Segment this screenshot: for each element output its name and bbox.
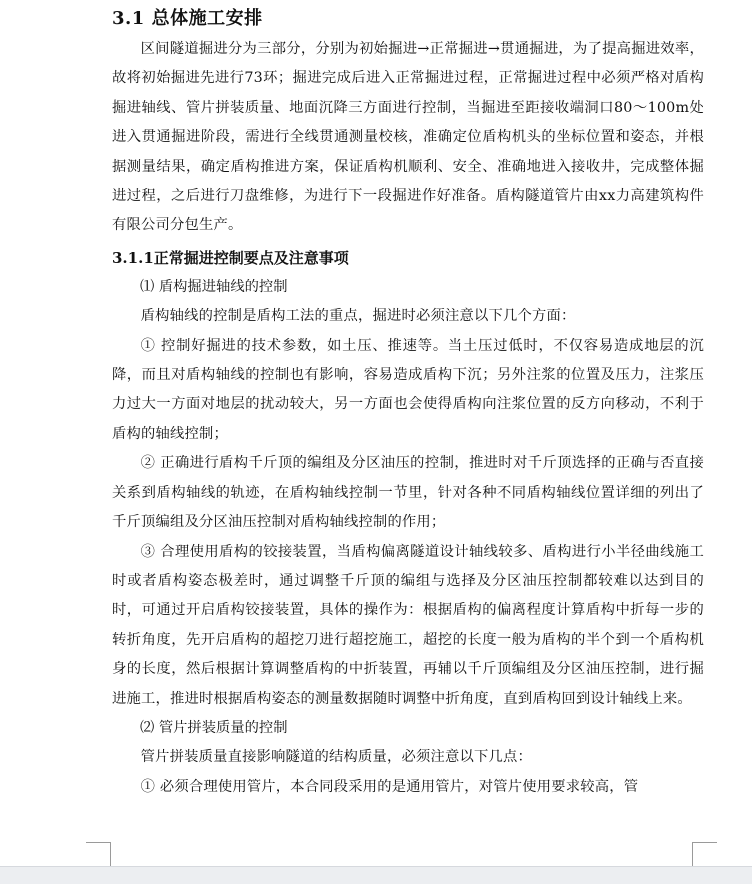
page-gap-strip	[0, 866, 752, 884]
section-heading: 3.1 总体施工安排	[112, 8, 263, 29]
document-body	[112, 6, 704, 802]
item2-point1: ① 必须合理使用管片，本合同段采用的是通用管片，对管片使用要求较高，管	[140, 778, 639, 795]
intro-paragraph: 区间隧道掘进分为三部分，分别为初始掘进→正常掘进→贯通掘进，为了提高掘进效率，故将初始掘进先进行73环；掘进完成后进入正常掘进过程，正常掘进过程中必须严格对盾构掘进轴线、管片拼装质量、地面沉降三方面进行控制，当掘进至距接收端洞口80～100m处进入贯通掘进阶段，需进行全线贯通测量校核，准确定位盾构机头的坐标位置和姿态，并根据测量结果，确定盾构推进方案，保证盾构机顺利、安全、准确地进入接收井，完成整体掘进过程，之后进行刀盘维修，为进行下一段掘进作好准备。盾构隧道管片由xx力高建筑构件有限公司分包生产。	[112, 41, 704, 234]
page-corner-mark-left	[86, 842, 111, 867]
subsection-heading: 3.1.1正常掘进控制要点及注意事项	[112, 248, 349, 267]
page-corner-mark-right	[692, 842, 717, 867]
item1-point3: ③ 合理使用盾构的铰接装置，当盾构偏离隧道设计轴线较多、盾构进行小半径曲线施工时或者盾构姿态极差时，通过调整千斤顶的编组与选择及分区油压控制都较难以达到目的时，可通过开启盾构铰接装置，具体的操作为：根据盾构的偏离程度计算盾构中折每一步的转折角度，先开启盾构的超挖刀进行超挖施工，超挖的长度一般为盾构的半个到一个盾构机身的长度，然后根据计算调整盾构的中折装置，再辅以千斤顶编组及分区油压控制，进行掘进施工，推进时根据盾构姿态的测量数据随时调整中折角度，直到盾构回到设计轴线上来。	[112, 543, 704, 707]
item1-title: ⑴ 盾构掘进轴线的控制	[140, 278, 288, 295]
item1-intro: 盾构轴线的控制是盾构工法的重点，掘进时必须注意以下几个方面：	[140, 308, 576, 325]
item2-intro: 管片拼装质量直接影响隧道的结构质量，必须注意以下几点：	[140, 749, 533, 766]
item2-title: ⑵ 管片拼装质量的控制	[140, 719, 288, 736]
item1-point1: ① 控制好掘进的技术参数，如土压、推速等。当土压过低时，不仅容易造成地层的沉降，而且对盾构轴线的控制也有影响，容易造成盾构下沉；另外注浆的位置及压力，注浆压力过大一方面对地层的扰动较大，另一方面也会使得盾构向注浆位置的反方向移动，不利于盾构的轴线控制；	[112, 337, 704, 442]
item1-point2: ② 正确进行盾构千斤顶的编组及分区油压的控制，推进时对千斤顶选择的正确与否直接关系到盾构轴线的轨迹，在盾构轴线控制一节里，针对各种不同盾构轴线位置详细的列出了千斤顶编组及分区油压控制对盾构轴线控制的作用；	[112, 455, 704, 531]
